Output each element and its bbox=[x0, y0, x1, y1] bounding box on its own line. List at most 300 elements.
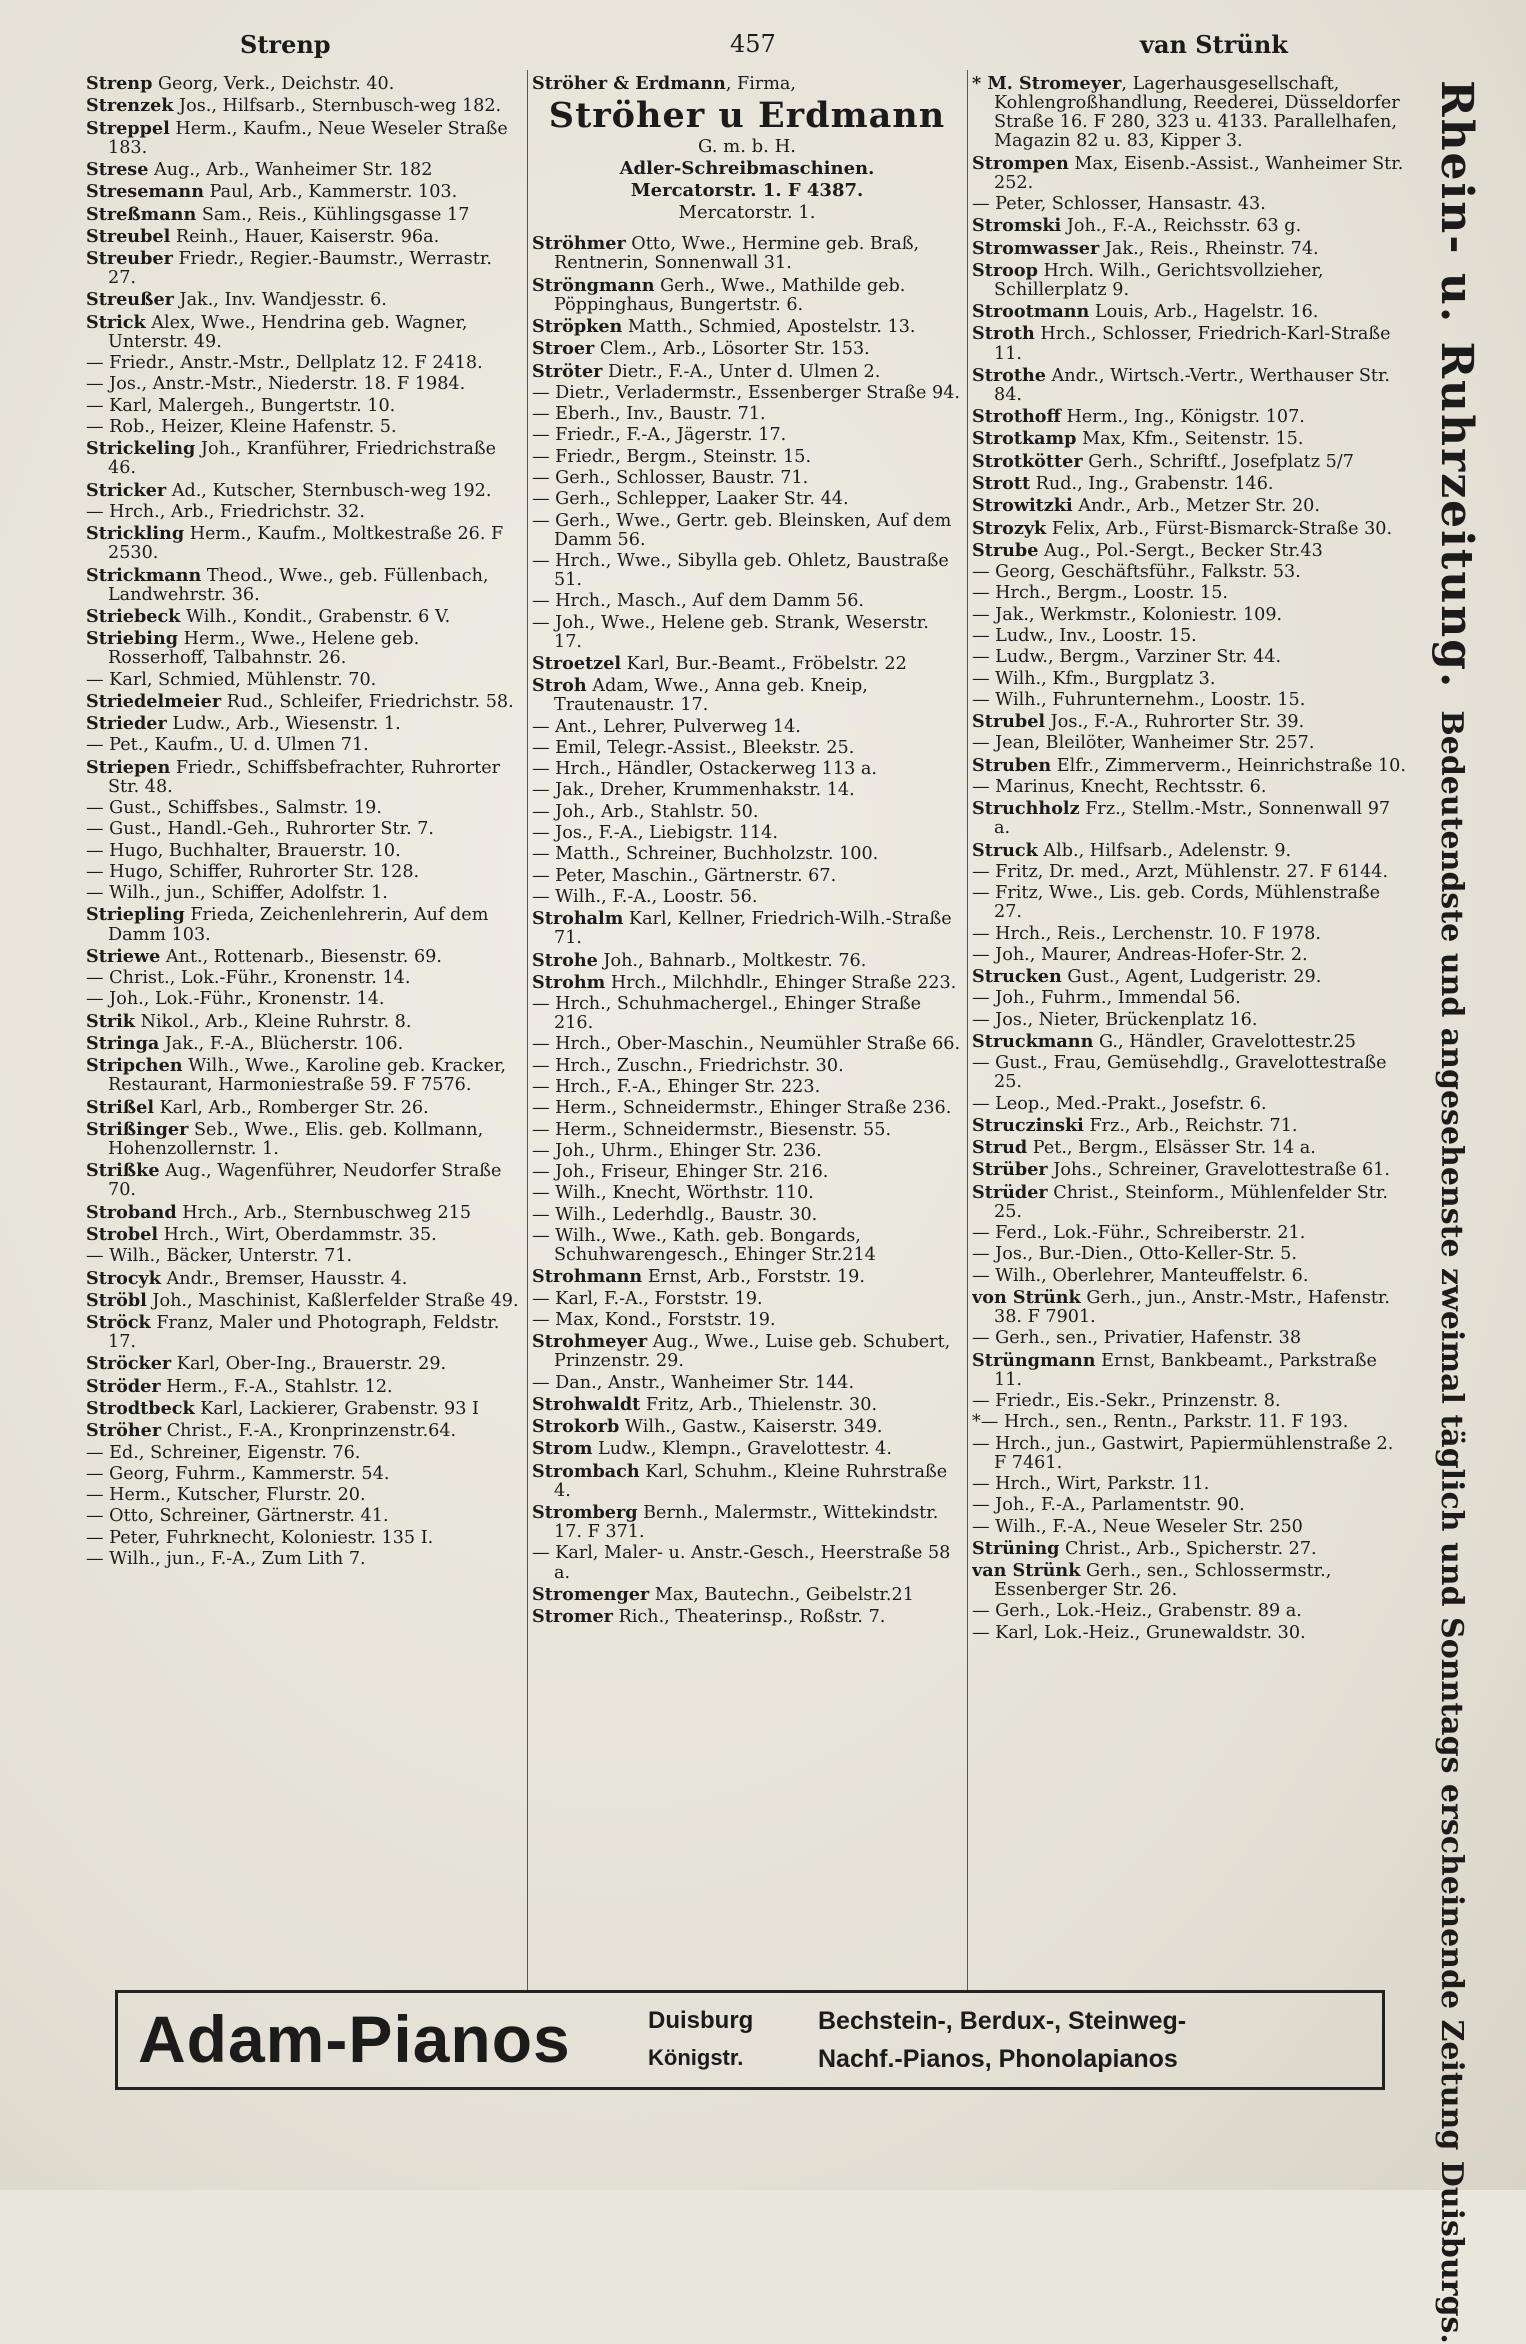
directory-entry bbox=[972, 1329, 1408, 1348]
entry-name: — Ed. bbox=[86, 1442, 139, 1463]
entry-details: , Masch., Auf dem Damm 56. bbox=[605, 591, 865, 612]
entry-details: , Wwe., Helene geb. Strank, Weserstr. 17. bbox=[554, 612, 929, 652]
entry-details: , Schreiner, Gärtnerstr. 41. bbox=[148, 1506, 389, 1527]
entry-name: Strik bbox=[86, 1010, 135, 1032]
directory-entry bbox=[86, 947, 522, 967]
directory-entry bbox=[532, 339, 962, 359]
directory-entry bbox=[972, 261, 1408, 300]
directory-entry bbox=[532, 1607, 962, 1627]
entry-details: Sam., Reis., Kühlingsgasse 17 bbox=[196, 204, 470, 225]
directory-entry bbox=[972, 670, 1408, 689]
entry-name: — Ludw. bbox=[972, 647, 1049, 668]
directory-entry bbox=[86, 503, 522, 522]
directory-entry bbox=[972, 1116, 1408, 1136]
entry-details: , Heizer, Kleine Hafenstr. 5. bbox=[149, 416, 397, 437]
entry-name: — Otto bbox=[86, 1506, 149, 1527]
entry-name: Strucken bbox=[972, 966, 1062, 988]
directory-entry bbox=[532, 234, 962, 273]
entry-details: , Bäcker, Unterstr. 71. bbox=[155, 1246, 353, 1267]
directory-entry bbox=[532, 1121, 962, 1140]
side-banner bbox=[1425, 80, 1495, 2344]
entry-details: , Anstr.-Mstr., Niederstr. 18. F 1984. bbox=[141, 374, 466, 395]
entry-details: , Uhrm., Ehinger Str. 236. bbox=[589, 1140, 822, 1161]
directory-entry bbox=[532, 1057, 962, 1076]
entry-details: , Dreher, Krummenhakstr. 14. bbox=[588, 780, 855, 801]
entry-name: — Hugo bbox=[86, 861, 158, 882]
entry-name: — Joh. bbox=[86, 989, 144, 1010]
entry-details: , Verladermstr., Essenberger Straße 94. bbox=[604, 382, 960, 403]
entry-name: — Karl bbox=[86, 669, 147, 690]
inline-ad-line: G. m. b. H. bbox=[697, 136, 797, 158]
entry-details: Hrch., Schlosser, Friedrich-Karl-Straße 11. bbox=[994, 324, 1391, 364]
entry-details: Ludw., Arb., Wiesenstr. 1. bbox=[166, 714, 401, 735]
entry-name: — Wilh. bbox=[86, 1246, 156, 1267]
entry-details: , Schiffer, Ruhrorter Str. 128. bbox=[157, 861, 420, 882]
entry-name: — Wilh. bbox=[532, 1183, 602, 1204]
directory-entry bbox=[532, 1462, 962, 1501]
entry-name: — Joh. bbox=[532, 1140, 590, 1161]
directory-entry bbox=[972, 1351, 1408, 1390]
entry-details: , Oberlehrer, Manteuffelstr. 6. bbox=[1041, 1265, 1309, 1286]
entry-details: , Lehrer, Pulverweg 14. bbox=[591, 716, 801, 737]
entry-name: Ströpken bbox=[532, 316, 623, 338]
entry-details: Matth., Schmied, Apostelstr. 13. bbox=[622, 317, 916, 338]
entry-details: , Bur.-Dien., Otto-Keller-Str. 5. bbox=[1027, 1244, 1297, 1265]
entry-details: , Kutscher, Flurstr. 20. bbox=[165, 1485, 366, 1506]
directory-entry bbox=[86, 96, 522, 116]
entry-name: — Hrch. bbox=[532, 1077, 606, 1098]
entry-details: , Firma, bbox=[725, 74, 797, 94]
entry-details: , Wwe., Lis. geb. Cords, Mühlenstraße 27. bbox=[994, 883, 1381, 923]
directory-entry bbox=[86, 1399, 522, 1419]
column-divider bbox=[967, 70, 968, 1990]
entry-name: Stroband bbox=[86, 1201, 177, 1223]
entry-name: Stroh bbox=[532, 675, 587, 697]
directory-column-3 bbox=[972, 74, 1408, 1974]
entry-name: Strieder bbox=[86, 713, 167, 735]
entry-details: Felix, Arb., Fürst-Bismarck-Straße 30. bbox=[1046, 518, 1393, 539]
directory-entry bbox=[972, 989, 1408, 1008]
directory-entry bbox=[532, 552, 962, 590]
entry-name: — Hrch. bbox=[532, 1055, 606, 1076]
entry-details: , Nieter, Brückenplatz 16. bbox=[1027, 1009, 1258, 1030]
entry-details: Christ., Arb., Spicherstr. 27. bbox=[1059, 1538, 1317, 1559]
directory-entry bbox=[972, 1267, 1408, 1286]
entry-name: — Matth. bbox=[532, 844, 615, 865]
directory-entry bbox=[532, 803, 962, 822]
entry-details: , Maurer, Andreas-Hofer-Str. 2. bbox=[1029, 944, 1308, 965]
entry-details: Clem., Arb., Lösorter Str. 153. bbox=[594, 339, 870, 360]
directory-entry bbox=[532, 1267, 962, 1287]
directory-entry bbox=[972, 925, 1408, 944]
directory-entry bbox=[86, 74, 522, 94]
directory-column-1 bbox=[86, 74, 522, 1974]
directory-entry bbox=[86, 820, 522, 839]
directory-entry bbox=[532, 469, 962, 488]
header-right-keyword: van Strünk bbox=[1140, 30, 1288, 59]
entry-name: — Gust. bbox=[86, 798, 157, 819]
directory-entry bbox=[532, 995, 962, 1033]
directory-entry bbox=[86, 1354, 522, 1374]
directory-entry bbox=[972, 195, 1408, 214]
entry-name: — Wilh. bbox=[972, 1516, 1042, 1537]
directory-entry bbox=[86, 418, 522, 437]
entry-details: Nikol., Arb., Kleine Ruhrstr. 8. bbox=[134, 1011, 412, 1032]
entry-details: , Lederhdlg., Baustr. 30. bbox=[601, 1204, 818, 1225]
entry-details: , jun., F.-A., Zum Lith 7. bbox=[155, 1548, 366, 1569]
directory-entry bbox=[972, 541, 1408, 561]
entry-name: von Strünk bbox=[972, 1286, 1081, 1308]
entry-details: Alex, Wwe., Hendrina geb. Wagner, Unterstr. 49. bbox=[108, 312, 468, 352]
directory-entry bbox=[86, 1486, 522, 1505]
entry-name: — Hrch. bbox=[972, 1473, 1046, 1494]
entry-details: Max, Kfm., Seitenstr. 15. bbox=[1076, 429, 1304, 450]
directory-entry bbox=[972, 799, 1408, 838]
directory-entry bbox=[972, 519, 1408, 539]
entry-details: Alb., Hilfsarb., Adelenstr. 9. bbox=[1037, 840, 1292, 861]
directory-entry bbox=[532, 1395, 962, 1415]
entry-name: Ströder bbox=[86, 1375, 161, 1397]
entry-name: — Karl bbox=[972, 1622, 1033, 1643]
entry-name: Streußer bbox=[86, 289, 174, 311]
directory-entry bbox=[532, 1332, 962, 1371]
entry-name: — Friedr. bbox=[972, 1391, 1056, 1411]
entry-name: Strocyk bbox=[86, 1267, 161, 1289]
directory-entry bbox=[532, 676, 962, 715]
entry-name: Strißel bbox=[86, 1096, 155, 1118]
entry-details: Jos., F.-A., Ruhrorter Str. 39. bbox=[1045, 712, 1305, 733]
directory-entry bbox=[532, 1206, 962, 1225]
entry-name: Ströbl bbox=[86, 1289, 147, 1311]
inline-ad-line: Mercatorstr. 1. bbox=[678, 202, 816, 224]
entry-name: — Rob. bbox=[86, 416, 150, 437]
directory-entry bbox=[86, 1161, 522, 1200]
entry-details: Wilh., Wwe., Karoline geb. Kracker, Restaurant, Harmoniestraße 59. F 7576. bbox=[108, 1056, 507, 1096]
entry-details: Hrch., Wirt, Oberdammstr. 35. bbox=[158, 1224, 437, 1245]
entry-details: , Schlosser, Hansastr. 43. bbox=[1040, 193, 1266, 214]
page-number: 457 bbox=[730, 30, 776, 58]
directory-entry bbox=[532, 1227, 962, 1265]
entry-name: Strom bbox=[532, 1438, 593, 1460]
entry-name: Stromberg bbox=[532, 1502, 638, 1524]
entry-name: — Karl bbox=[532, 1288, 593, 1309]
directory-entry bbox=[972, 154, 1408, 193]
entry-name: — Peter bbox=[86, 1527, 155, 1548]
entry-name: Ströher & Erdmann bbox=[532, 74, 726, 94]
entry-name: Strohm bbox=[532, 971, 606, 993]
entry-details: , Arb., Stahlstr. 50. bbox=[589, 801, 759, 822]
entry-details: , Fuhrm., Kammerstr. 54. bbox=[163, 1463, 390, 1484]
entry-name: Stroop bbox=[972, 259, 1038, 281]
directory-entry bbox=[86, 1465, 522, 1484]
entry-details: Christ., F.-A., Kronprinzenstr.64. bbox=[161, 1421, 457, 1442]
entry-name: Strick bbox=[86, 311, 146, 333]
entry-name: Ströcker bbox=[86, 1353, 172, 1375]
directory-entry bbox=[86, 1098, 522, 1118]
entry-details: Jos., Hilfsarb., Sternbusch-weg 182. bbox=[173, 96, 502, 117]
entry-name: — Herm. bbox=[532, 1098, 612, 1119]
entry-details: Franz, Maler und Photograph, Feldstr. 17. bbox=[108, 1313, 500, 1353]
entry-details: Jak., Reis., Rheinstr. 74. bbox=[1099, 238, 1319, 259]
footer-ad-city: Duisburg bbox=[648, 2007, 754, 2034]
entry-details: Ant., Rottenarb., Biesenstr. 69. bbox=[160, 946, 442, 967]
directory-entry bbox=[972, 1245, 1408, 1264]
directory-entry bbox=[972, 1475, 1408, 1494]
directory-entry bbox=[86, 119, 522, 158]
directory-entry bbox=[532, 276, 962, 315]
entry-details: , Schneidermstr., Biesenstr. 55. bbox=[611, 1119, 892, 1140]
directory-entry bbox=[972, 734, 1408, 753]
entry-details: , Fuhrknecht, Koloniestr. 135 I. bbox=[154, 1527, 434, 1548]
entry-name: Stroetzel bbox=[532, 652, 622, 674]
entry-details: Karl, Bur.-Beamt., Fröbelstr. 22 bbox=[621, 653, 907, 674]
inline-ad-line: Adler-Schreibmaschinen. bbox=[619, 158, 875, 180]
entry-details: Herm., Ing., Königstr. 107. bbox=[1060, 407, 1305, 428]
entry-name: — Friedr. bbox=[86, 353, 170, 374]
entry-name: — Hrch. bbox=[972, 923, 1046, 944]
directory-entry bbox=[972, 1160, 1408, 1180]
entry-details: , Lok.-Heiz., Grabenstr. 89 a. bbox=[1045, 1601, 1302, 1622]
entry-name: Strüber bbox=[972, 1159, 1048, 1181]
directory-entry bbox=[532, 592, 962, 611]
entry-details: Gerh., Wwe., Mathilde geb. Pöppinghaus, Bungertstr. 6. bbox=[554, 275, 906, 315]
directory-entry bbox=[532, 362, 962, 382]
directory-entry bbox=[972, 1624, 1408, 1643]
entry-name: — Wilh. bbox=[532, 886, 602, 907]
directory-entry bbox=[86, 1012, 522, 1032]
entry-name: Striedelmeier bbox=[86, 690, 222, 712]
side-banner-title: Rhein- u. Ruhrzeitung. bbox=[1431, 80, 1482, 690]
entry-details: Gerh., Schriftf., Josefplatz 5/7 bbox=[1082, 451, 1354, 472]
entry-details: , Knecht, Wörthstr. 110. bbox=[601, 1183, 814, 1204]
entry-details: , Eis.-Sekr., Prinzenstr. 8. bbox=[1055, 1391, 1281, 1411]
entry-name: Strubel bbox=[972, 711, 1046, 733]
entry-details: , Bergm., Loostr. 15. bbox=[1045, 583, 1228, 604]
entry-details: , Lok.-Führ., Schreiberstr. 21. bbox=[1042, 1223, 1306, 1244]
footer-ad-line-1: Bechstein-, Berdux-, Steinweg- bbox=[818, 2007, 1187, 2035]
directory-entry bbox=[86, 182, 522, 202]
page-header bbox=[80, 30, 1380, 70]
entry-name: — Leop. bbox=[972, 1093, 1045, 1114]
entry-details: , sen., Rentn., Parkstr. 11. F 193. bbox=[1054, 1412, 1349, 1433]
entry-details: , Schlosser, Baustr. 71. bbox=[605, 468, 809, 488]
directory-entry bbox=[532, 1439, 962, 1459]
directory-entry bbox=[86, 566, 522, 605]
entry-details: Jak., Inv. Wandjesstr. 6. bbox=[173, 290, 387, 311]
entry-name: Struben bbox=[972, 754, 1052, 776]
entry-name: Strodtbeck bbox=[86, 1398, 195, 1419]
entry-details: , sen., Privatier, Hafenstr. 38 bbox=[1045, 1328, 1302, 1349]
directory-entry bbox=[86, 1269, 522, 1289]
entry-name: — Joh. bbox=[532, 801, 590, 822]
entry-details: , Friseur, Ehinger Str. 216. bbox=[589, 1162, 829, 1183]
entry-name: Strothe bbox=[972, 364, 1046, 386]
directory-entry bbox=[972, 1032, 1408, 1052]
entry-name: — Ludw. bbox=[972, 626, 1049, 646]
directory-entry bbox=[972, 1413, 1408, 1432]
entry-name: — Friedr. bbox=[532, 425, 616, 446]
entry-name: Striewe bbox=[86, 945, 161, 967]
entry-details: Ludw., Klempn., Gravelottestr. 4. bbox=[592, 1439, 892, 1460]
entry-name: Strickeling bbox=[86, 438, 196, 460]
directory-entry bbox=[972, 756, 1408, 776]
header-left-keyword: Strenp bbox=[240, 30, 331, 59]
directory-entry bbox=[532, 405, 962, 424]
entry-name: Struck bbox=[972, 839, 1038, 861]
directory-entry bbox=[972, 606, 1408, 625]
entry-name: — Jos. bbox=[86, 374, 142, 395]
entry-name: — Herm. bbox=[532, 1119, 612, 1140]
entry-details: , Bergm., Varziner Str. 44. bbox=[1048, 647, 1282, 668]
entry-details: Theod., Wwe., geb. Füllenbach, Landwehrstr. 36. bbox=[108, 565, 489, 605]
entry-name: Strenp bbox=[86, 74, 153, 94]
directory-entry bbox=[86, 1550, 522, 1569]
entry-details: , F.-A., Jägerstr. 17. bbox=[615, 425, 787, 446]
entry-details: Reinh., Hauer, Kaiserstr. 96a. bbox=[170, 226, 440, 247]
entry-details: Jak., F.-A., Blücherstr. 106. bbox=[159, 1033, 404, 1054]
directory-entry bbox=[86, 1529, 522, 1548]
entry-details: Karl, Arb., Romberger Str. 26. bbox=[154, 1097, 429, 1118]
directory-entry bbox=[86, 758, 522, 797]
directory-column-2 bbox=[532, 74, 962, 1974]
entry-name: Strobel bbox=[86, 1223, 159, 1245]
entry-name: — Wilh. bbox=[532, 1226, 602, 1246]
entry-details: , Werkmstr., Koloniestr. 109. bbox=[1028, 604, 1283, 625]
entry-details: Rich., Theaterinsp., Roßstr. 7. bbox=[612, 1607, 886, 1628]
entry-name: Strüder bbox=[972, 1181, 1048, 1203]
entry-name: Ströhmer bbox=[532, 233, 626, 255]
entry-name: Strickmann bbox=[86, 564, 202, 586]
entry-name: — Fritz bbox=[972, 861, 1038, 882]
entry-name: — Hugo bbox=[86, 840, 158, 861]
entry-details: Rud., Schleifer, Friedrichstr. 58. bbox=[221, 691, 514, 712]
entry-name: — Joh. bbox=[532, 612, 590, 633]
entry-name: — Dietr. bbox=[532, 382, 605, 403]
entry-details: , F.-A., Forststr. 19. bbox=[592, 1288, 763, 1309]
entry-name: Ströter bbox=[532, 360, 603, 382]
entry-details: Paul, Arb., Kammerstr. 103. bbox=[204, 182, 458, 203]
directory-entry bbox=[86, 799, 522, 818]
entry-details: Johs., Schreiner, Gravelottestraße 61. bbox=[1047, 1160, 1390, 1181]
entry-details: , Händler, Ostackerweg 113 a. bbox=[605, 759, 877, 780]
entry-details: Joh., F.-A., Reichsstr. 63 g. bbox=[1061, 216, 1302, 237]
directory-entry bbox=[86, 990, 522, 1009]
entry-name: — Gust. bbox=[86, 819, 157, 840]
directory-entry bbox=[972, 452, 1408, 472]
directory-entry bbox=[532, 1544, 962, 1582]
directory-entry bbox=[972, 863, 1408, 882]
directory-entry bbox=[532, 718, 962, 737]
entry-details: , Schreiner, Buchholzstr. 100. bbox=[614, 844, 879, 865]
entry-name: — Wilh. bbox=[86, 883, 156, 904]
directory-entry bbox=[86, 1507, 522, 1526]
entry-name: Strotkötter bbox=[972, 450, 1083, 472]
entry-details: , Wwe., Sibylla geb. Ohletz, Baustraße 51. bbox=[554, 550, 949, 591]
entry-name: — Georg bbox=[972, 562, 1050, 583]
directory-entry bbox=[972, 1288, 1408, 1327]
directory-entry bbox=[532, 1417, 962, 1437]
entry-details: , Maschin., Gärtnerstr. 67. bbox=[600, 865, 837, 886]
entry-details: Herm., Kaufm., Neue Weseler Straße 183. bbox=[108, 118, 508, 158]
entry-details: Max, Eisenb.-Assist., Wanheimer Str. 252. bbox=[994, 153, 1404, 193]
entry-name: Streßmann bbox=[86, 203, 197, 225]
entry-name: Strud bbox=[972, 1137, 1028, 1159]
entry-details: , Fuhrm., Immendal 56. bbox=[1029, 988, 1241, 1009]
directory-entry bbox=[86, 842, 522, 861]
entry-details: , Lagerhausgesellschaft, Kohlengroßhandlung, Reederei, Düsseldorfer Straße 16. F 280, 323 u. 4133. Parallelhafen, Magazin 82 u. 83, Kipper 3. bbox=[994, 74, 1400, 152]
entry-name: Stroer bbox=[532, 338, 595, 360]
entry-details: Andr., Wirtsch.-Vertr., Werthauser Str. 84. bbox=[994, 365, 1391, 405]
entry-name: Ströher bbox=[86, 1420, 162, 1442]
entry-name: Strohe bbox=[532, 949, 598, 971]
entry-name: — Hrch. bbox=[532, 759, 606, 780]
entry-details: , Schlepper, Laaker Str. 44. bbox=[605, 489, 849, 510]
entry-name: Striepling bbox=[86, 904, 185, 926]
entry-details: Hrch. Wilh., Gerichtsvollzieher, Schillerplatz 9. bbox=[994, 260, 1324, 300]
directory-entry bbox=[532, 1311, 962, 1330]
entry-details: , Zuschn., Friedrichstr. 30. bbox=[605, 1055, 844, 1076]
entry-name: Struczinski bbox=[972, 1114, 1084, 1136]
entry-details: , Wirt, Parkstr. 11. bbox=[1045, 1473, 1210, 1494]
entry-details: Aug., Wagenführer, Neudorfer Straße 70. bbox=[108, 1161, 502, 1201]
directory-entry bbox=[532, 654, 962, 674]
entry-name: Strenzek bbox=[86, 95, 174, 117]
entry-details: , Kaufm., U. d. Ulmen 71. bbox=[143, 735, 369, 756]
entry-details: Frz., Arb., Reichstr. 71. bbox=[1083, 1115, 1298, 1136]
entry-details: Herm., Kaufm., Moltkestraße 26. F 2530. bbox=[108, 524, 504, 564]
entry-name: Strese bbox=[86, 158, 149, 180]
entry-name: Stresemann bbox=[86, 181, 204, 203]
entry-details: Andr., Bremser, Hausstr. 4. bbox=[160, 1268, 408, 1289]
entry-name: — Ferd. bbox=[972, 1223, 1043, 1244]
directory-entry bbox=[972, 496, 1408, 516]
entry-details: Pet., Bergm., Elsässer Str. 14 a. bbox=[1027, 1138, 1316, 1159]
entry-name: Stripchen bbox=[86, 1055, 183, 1077]
entry-details: Aug., Wwe., Luise geb. Schubert, Prinzenstr. 29. bbox=[554, 1332, 951, 1372]
entry-details: Hrch., Milchhdlr., Ehinger Straße 223. bbox=[605, 972, 957, 993]
entry-name: — Gerh. bbox=[972, 1601, 1045, 1622]
entry-details: Ad., Kutscher, Sternbusch-weg 192. bbox=[166, 480, 492, 501]
entry-details: Herm., Wwe., Helene geb. Rosserhoff, Talbahnstr. 26. bbox=[108, 629, 420, 669]
directory-entry bbox=[86, 969, 522, 988]
entry-name: — Georg bbox=[86, 1463, 164, 1484]
entry-details: , Kond., Forststr. 19. bbox=[593, 1309, 776, 1330]
entry-name: — Jos. bbox=[972, 1244, 1028, 1265]
entry-name: Stringa bbox=[86, 1032, 160, 1054]
entry-name: — Hrch. bbox=[532, 1034, 606, 1055]
directory-entry bbox=[86, 249, 522, 288]
entry-name: Struchholz bbox=[972, 798, 1080, 820]
directory-entry bbox=[972, 648, 1408, 667]
entry-name: — Friedr. bbox=[532, 446, 616, 467]
entry-details: Joh., Maschinist, Kaßlerfelder Straße 49. bbox=[146, 1290, 519, 1311]
entry-details: Georg, Verk., Deichstr. 40. bbox=[152, 74, 395, 94]
directory-entry bbox=[972, 884, 1408, 922]
directory-entry bbox=[86, 1444, 522, 1463]
entry-name: Strohwaldt bbox=[532, 1393, 641, 1415]
entry-details: , Inv., Baustr. 71. bbox=[615, 404, 766, 425]
directory-entry bbox=[532, 490, 962, 509]
directory-entry bbox=[86, 1377, 522, 1397]
directory-entry bbox=[532, 1035, 962, 1054]
column-divider bbox=[527, 70, 528, 1990]
directory-entry bbox=[86, 1225, 522, 1245]
entry-details: Rud., Ing., Grabenstr. 146. bbox=[1030, 474, 1274, 495]
entry-name: — Ant. bbox=[532, 716, 592, 737]
directory-entry bbox=[86, 313, 522, 352]
entry-details: , Frau, Gemüsehdlg., Gravelottestraße 25. bbox=[994, 1053, 1387, 1093]
entry-details: , Kfm., Burgplatz 3. bbox=[1041, 668, 1216, 689]
